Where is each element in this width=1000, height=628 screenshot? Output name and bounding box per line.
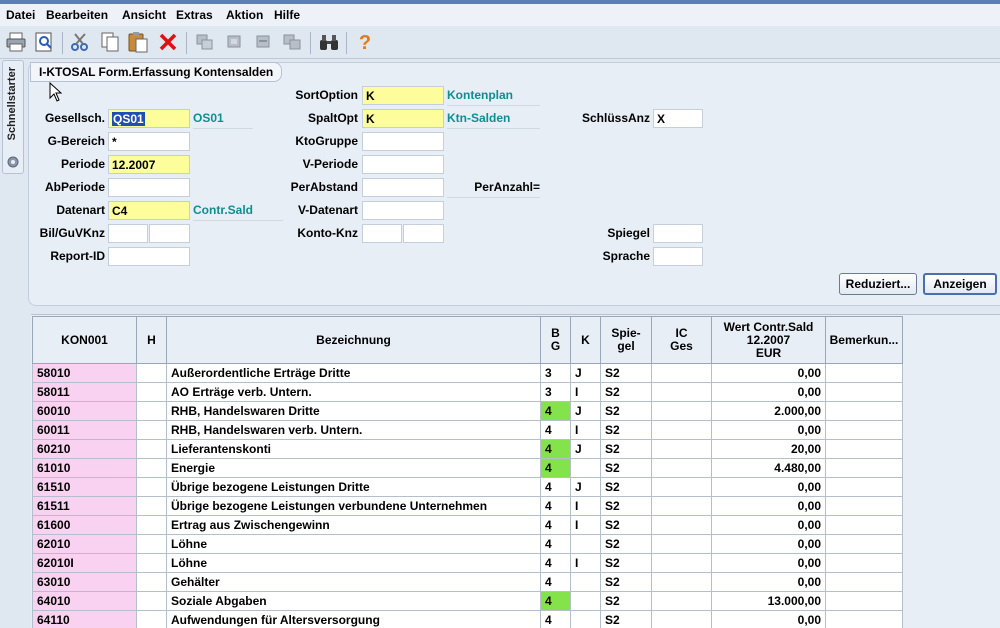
header-wert[interactable] bbox=[712, 317, 826, 364]
binoculars-icon[interactable] bbox=[317, 30, 341, 54]
cell-h[interactable] bbox=[137, 440, 167, 459]
cell-bemerkung[interactable] bbox=[826, 554, 903, 573]
cell-wert[interactable]: 0,00 bbox=[712, 383, 826, 402]
cell-bemerkung[interactable] bbox=[826, 497, 903, 516]
cell-bezeichnung[interactable]: RHB, Handelswaren Dritte bbox=[167, 402, 541, 421]
header-ic-ges[interactable] bbox=[652, 317, 712, 364]
cell-spiegel[interactable]: S2 bbox=[601, 516, 652, 535]
gesellsch-description: OS01 bbox=[193, 108, 253, 129]
cell-spiegel[interactable]: S2 bbox=[601, 497, 652, 516]
cell-ic-ges[interactable] bbox=[652, 592, 712, 611]
cell-ic-ges[interactable] bbox=[652, 497, 712, 516]
gesellsch-value: QS01 bbox=[112, 112, 145, 126]
cell-h[interactable] bbox=[137, 383, 167, 402]
cell-k[interactable]: J bbox=[571, 364, 601, 383]
cell-h[interactable] bbox=[137, 459, 167, 478]
gesellsch-field[interactable] bbox=[108, 109, 190, 128]
cell-h[interactable] bbox=[137, 611, 167, 628]
header-kon001[interactable] bbox=[33, 317, 137, 364]
toolbar bbox=[0, 26, 1000, 59]
kontoknz-field-2[interactable] bbox=[403, 224, 444, 243]
abperiode-label: AbPeriode bbox=[30, 177, 105, 197]
spiegel-field[interactable] bbox=[653, 224, 703, 243]
periode-label: Periode bbox=[30, 154, 105, 174]
window-icon-1[interactable] bbox=[193, 30, 217, 54]
cell-k[interactable] bbox=[571, 611, 601, 628]
header-k-label: K bbox=[581, 333, 590, 347]
cell-kon001[interactable]: 61600 bbox=[33, 516, 137, 535]
sprache-label: Sprache bbox=[560, 246, 650, 266]
table-row[interactable] bbox=[33, 611, 903, 628]
paste-icon[interactable] bbox=[126, 30, 150, 54]
cell-ic-ges[interactable] bbox=[652, 516, 712, 535]
cell-wert[interactable]: 4.480,00 bbox=[712, 459, 826, 478]
cell-wert[interactable]: 2.000,00 bbox=[712, 402, 826, 421]
cell-bemerkung[interactable] bbox=[826, 383, 903, 402]
cell-ic-ges[interactable] bbox=[652, 421, 712, 440]
cell-bg[interactable]: 4 bbox=[541, 402, 571, 421]
delete-icon[interactable] bbox=[156, 30, 180, 54]
kontoknz-label: Konto-Knz bbox=[270, 223, 358, 243]
cell-wert[interactable]: 20,00 bbox=[712, 440, 826, 459]
cell-k[interactable] bbox=[571, 573, 601, 592]
cell-bg[interactable]: 4 bbox=[541, 497, 571, 516]
cell-bezeichnung[interactable]: Außerordentliche Erträge Dritte bbox=[167, 364, 541, 383]
abperiode-field[interactable] bbox=[108, 178, 190, 197]
cell-bg[interactable]: 3 bbox=[541, 383, 571, 402]
cell-bezeichnung[interactable]: Aufwendungen für Altersversorgung bbox=[167, 611, 541, 628]
ktogruppe-label: KtoGruppe bbox=[270, 131, 358, 151]
table-row[interactable] bbox=[33, 592, 903, 611]
vperiode-label: V-Periode bbox=[270, 154, 358, 174]
cell-bezeichnung[interactable]: Lieferantenskonti bbox=[167, 440, 541, 459]
cell-bezeichnung[interactable]: Übrige bezogene Leistungen Dritte bbox=[167, 478, 541, 497]
header-wert-label-3: EUR bbox=[756, 346, 781, 360]
datenart-field[interactable]: C4 bbox=[108, 201, 190, 220]
header-kon001-label: KON001 bbox=[61, 333, 108, 347]
cell-bezeichnung[interactable]: Löhne bbox=[167, 554, 541, 573]
cell-bezeichnung[interactable]: Übrige bezogene Leistungen verbundene Unternehmen bbox=[167, 497, 541, 516]
cell-bg[interactable]: 4 bbox=[541, 516, 571, 535]
cell-ic-ges[interactable] bbox=[652, 573, 712, 592]
kontensalden-table bbox=[32, 316, 903, 628]
cell-k[interactable]: I bbox=[571, 497, 601, 516]
cell-bemerkung[interactable] bbox=[826, 440, 903, 459]
cell-kon001[interactable]: 61510 bbox=[33, 478, 137, 497]
menu-datei[interactable]: Datei bbox=[6, 8, 35, 22]
cell-k[interactable]: J bbox=[571, 402, 601, 421]
cell-bemerkung[interactable] bbox=[826, 516, 903, 535]
cell-wert[interactable]: 0,00 bbox=[712, 497, 826, 516]
cell-bg[interactable]: 3 bbox=[541, 364, 571, 383]
header-spiegel-label-2: gel bbox=[617, 339, 634, 353]
cell-kon001[interactable]: 62010I bbox=[33, 554, 137, 573]
cell-ic-ges[interactable] bbox=[652, 554, 712, 573]
cell-ic-ges[interactable] bbox=[652, 402, 712, 421]
peranzahl-label: PerAnzahl= bbox=[447, 177, 540, 198]
cell-ic-ges[interactable] bbox=[652, 383, 712, 402]
menu-aktion[interactable]: Aktion bbox=[226, 8, 263, 22]
cell-wert[interactable]: 0,00 bbox=[712, 421, 826, 440]
gbereich-field[interactable]: * bbox=[108, 132, 190, 151]
cell-bezeichnung[interactable]: Ertrag aus Zwischengewinn bbox=[167, 516, 541, 535]
cell-bemerkung[interactable] bbox=[826, 459, 903, 478]
cell-kon001[interactable]: 60011 bbox=[33, 421, 137, 440]
table-row[interactable] bbox=[33, 383, 903, 402]
ktogruppe-field[interactable] bbox=[362, 132, 444, 151]
cell-k[interactable] bbox=[571, 459, 601, 478]
cell-ic-ges[interactable] bbox=[652, 440, 712, 459]
vdatenart-label: V-Datenart bbox=[270, 200, 358, 220]
copy-icon[interactable] bbox=[98, 30, 122, 54]
sortoption-description: Kontenplan bbox=[447, 85, 540, 106]
window-icon-2[interactable] bbox=[222, 30, 246, 54]
cell-wert[interactable]: 0,00 bbox=[712, 611, 826, 628]
perabstand-field[interactable] bbox=[362, 178, 444, 197]
toolbar-separator bbox=[310, 32, 311, 54]
table-body bbox=[33, 364, 903, 628]
table-row[interactable] bbox=[33, 440, 903, 459]
header-h[interactable] bbox=[137, 317, 167, 364]
cell-bg[interactable]: 4 bbox=[541, 554, 571, 573]
header-ic-label-1: IC bbox=[676, 326, 688, 340]
header-wert-label-1: Wert Contr.Sald bbox=[724, 320, 814, 334]
cell-bemerkung[interactable] bbox=[826, 535, 903, 554]
cell-kon001[interactable]: 60010 bbox=[33, 402, 137, 421]
cell-bezeichnung[interactable]: AO Erträge verb. Untern. bbox=[167, 383, 541, 402]
table-row[interactable] bbox=[33, 459, 903, 478]
table-row[interactable] bbox=[33, 516, 903, 535]
datenart-label: Datenart bbox=[30, 200, 105, 220]
cell-bemerkung[interactable] bbox=[826, 402, 903, 421]
header-spiegel-label-1: Spie- bbox=[611, 326, 640, 340]
sortoption-field[interactable]: K bbox=[362, 86, 444, 105]
cell-kon001[interactable]: 61010 bbox=[33, 459, 137, 478]
cell-bemerkung[interactable] bbox=[826, 573, 903, 592]
header-bg-label-1: B bbox=[551, 326, 560, 340]
toolbar-separator bbox=[62, 32, 63, 54]
menu-bearbeiten[interactable]: Bearbeiten bbox=[46, 8, 108, 22]
reportid-label: Report-ID bbox=[30, 246, 105, 266]
cell-ic-ges[interactable] bbox=[652, 535, 712, 554]
cell-kon001[interactable]: 62010 bbox=[33, 535, 137, 554]
schnellstarter-label: Schnellstarter bbox=[6, 67, 18, 140]
cell-h[interactable] bbox=[137, 402, 167, 421]
header-bemerkung[interactable] bbox=[826, 317, 903, 364]
reduziert-button[interactable]: Reduziert... bbox=[839, 273, 917, 295]
menu-bar bbox=[0, 4, 1000, 27]
toolbar-separator bbox=[346, 32, 347, 54]
mouse-cursor-icon bbox=[49, 82, 63, 102]
anzeigen-button[interactable]: Anzeigen bbox=[923, 273, 997, 295]
cell-k[interactable] bbox=[571, 535, 601, 554]
perabstand-label: PerAbstand bbox=[270, 177, 358, 197]
results-grid bbox=[31, 314, 1000, 628]
spaltopt-description: Ktn-Salden bbox=[447, 108, 540, 129]
table-row[interactable] bbox=[33, 535, 903, 554]
print-icon[interactable] bbox=[4, 30, 28, 54]
cell-bezeichnung[interactable]: Energie bbox=[167, 459, 541, 478]
header-spiegel[interactable] bbox=[601, 317, 652, 364]
cell-wert[interactable]: 0,00 bbox=[712, 573, 826, 592]
cell-wert[interactable]: 0,00 bbox=[712, 516, 826, 535]
table-row[interactable] bbox=[33, 402, 903, 421]
cell-bg[interactable]: 4 bbox=[541, 611, 571, 628]
cell-h[interactable] bbox=[137, 497, 167, 516]
cut-icon[interactable] bbox=[68, 30, 92, 54]
cell-bemerkung[interactable] bbox=[826, 364, 903, 383]
cell-k[interactable]: I bbox=[571, 516, 601, 535]
menu-extras[interactable]: Extras bbox=[176, 8, 213, 22]
cell-kon001[interactable]: 60210 bbox=[33, 440, 137, 459]
svg-text:?: ? bbox=[359, 32, 371, 53]
bilguv-label: Bil/GuVKnz bbox=[30, 223, 105, 243]
cell-ic-ges[interactable] bbox=[652, 459, 712, 478]
spaltopt-label: SpaltOpt bbox=[270, 108, 358, 128]
cell-h[interactable] bbox=[137, 421, 167, 440]
help-icon[interactable] bbox=[353, 30, 377, 54]
cell-bg[interactable]: 4 bbox=[541, 440, 571, 459]
cell-bg[interactable]: 4 bbox=[541, 592, 571, 611]
cell-spiegel[interactable]: S2 bbox=[601, 364, 652, 383]
cell-h[interactable] bbox=[137, 554, 167, 573]
cell-bg[interactable]: 4 bbox=[541, 421, 571, 440]
kontoknz-field-1[interactable] bbox=[362, 224, 402, 243]
cell-bemerkung[interactable] bbox=[826, 611, 903, 628]
cell-ic-ges[interactable] bbox=[652, 478, 712, 497]
cell-bezeichnung[interactable]: Löhne bbox=[167, 535, 541, 554]
cell-kon001[interactable]: 64010 bbox=[33, 592, 137, 611]
preview-icon[interactable] bbox=[32, 30, 56, 54]
cell-k[interactable]: I bbox=[571, 383, 601, 402]
cell-k[interactable]: I bbox=[571, 421, 601, 440]
cell-k[interactable] bbox=[571, 592, 601, 611]
table-row[interactable] bbox=[33, 497, 903, 516]
table-row[interactable] bbox=[33, 478, 903, 497]
gbereich-label: G-Bereich bbox=[30, 131, 105, 151]
cell-spiegel[interactable]: S2 bbox=[601, 440, 652, 459]
schnellstarter-tab[interactable] bbox=[2, 60, 24, 174]
vdatenart-field[interactable] bbox=[362, 201, 444, 220]
cell-spiegel[interactable]: S2 bbox=[601, 383, 652, 402]
cell-k[interactable]: I bbox=[571, 554, 601, 573]
cell-wert[interactable]: 0,00 bbox=[712, 478, 826, 497]
sprache-field[interactable] bbox=[653, 247, 703, 266]
cell-kon001[interactable]: 58011 bbox=[33, 383, 137, 402]
table-row[interactable] bbox=[33, 554, 903, 573]
toolbar-separator bbox=[186, 32, 187, 54]
header-bg[interactable] bbox=[541, 317, 571, 364]
reportid-field[interactable] bbox=[108, 247, 190, 266]
table-row[interactable] bbox=[33, 421, 903, 440]
header-wert-label-2: 12.2007 bbox=[747, 333, 790, 347]
cell-kon001[interactable]: 61511 bbox=[33, 497, 137, 516]
cell-k[interactable]: J bbox=[571, 478, 601, 497]
header-bemerkung-label: Bemerkun... bbox=[830, 333, 899, 347]
table-header-row bbox=[33, 317, 903, 364]
cell-spiegel[interactable]: S2 bbox=[601, 402, 652, 421]
cell-ic-ges[interactable] bbox=[652, 364, 712, 383]
gesellsch-label: Gesellsch. bbox=[30, 108, 105, 128]
datenart-description: Contr.Sald bbox=[193, 200, 283, 221]
cell-bg[interactable]: 4 bbox=[541, 573, 571, 592]
menu-ansicht[interactable]: Ansicht bbox=[122, 8, 166, 22]
sortoption-label: SortOption bbox=[270, 85, 358, 105]
cell-bg[interactable]: 4 bbox=[541, 478, 571, 497]
schluessanz-label: SchlüssAnz bbox=[560, 108, 650, 128]
cell-wert[interactable]: 0,00 bbox=[712, 554, 826, 573]
cell-bg[interactable]: 4 bbox=[541, 535, 571, 554]
cell-wert[interactable]: 0,00 bbox=[712, 535, 826, 554]
cell-bg[interactable]: 4 bbox=[541, 459, 571, 478]
window-icon-3[interactable] bbox=[251, 30, 275, 54]
cell-spiegel[interactable]: S2 bbox=[601, 592, 652, 611]
cell-spiegel[interactable]: S2 bbox=[601, 573, 652, 592]
gear-icon[interactable] bbox=[6, 155, 20, 169]
cell-spiegel[interactable]: S2 bbox=[601, 554, 652, 573]
header-k[interactable] bbox=[571, 317, 601, 364]
form-title: I-KTOSAL Form.Erfassung Kontensalden bbox=[30, 62, 282, 82]
cell-bezeichnung[interactable]: Gehälter bbox=[167, 573, 541, 592]
cell-bemerkung[interactable] bbox=[826, 592, 903, 611]
cell-h[interactable] bbox=[137, 364, 167, 383]
cell-bezeichnung[interactable]: RHB, Handelswaren verb. Untern. bbox=[167, 421, 541, 440]
cell-wert[interactable]: 0,00 bbox=[712, 364, 826, 383]
cell-spiegel[interactable]: S2 bbox=[601, 421, 652, 440]
spiegel-label: Spiegel bbox=[560, 223, 650, 243]
cell-spiegel[interactable]: S2 bbox=[601, 478, 652, 497]
cell-h[interactable] bbox=[137, 592, 167, 611]
menu-hilfe[interactable]: Hilfe bbox=[274, 8, 300, 22]
cell-ic-ges[interactable] bbox=[652, 611, 712, 628]
spaltopt-field[interactable]: K bbox=[362, 109, 444, 128]
cell-k[interactable]: J bbox=[571, 440, 601, 459]
vperiode-field[interactable] bbox=[362, 155, 444, 174]
schluessanz-field[interactable]: X bbox=[653, 109, 703, 128]
cell-spiegel[interactable]: S2 bbox=[601, 459, 652, 478]
cell-h[interactable] bbox=[137, 573, 167, 592]
header-bezeichnung-label: Bezeichnung bbox=[316, 333, 391, 347]
table-row[interactable] bbox=[33, 573, 903, 592]
table-row[interactable] bbox=[33, 364, 903, 383]
cell-wert[interactable]: 13.000,00 bbox=[712, 592, 826, 611]
window-icon-4[interactable] bbox=[280, 30, 304, 54]
cell-kon001[interactable]: 63010 bbox=[33, 573, 137, 592]
header-bg-label-2: G bbox=[551, 339, 560, 353]
header-h-label: H bbox=[147, 333, 156, 347]
cell-h[interactable] bbox=[137, 478, 167, 497]
cell-h[interactable] bbox=[137, 516, 167, 535]
cell-bemerkung[interactable] bbox=[826, 478, 903, 497]
cell-spiegel[interactable]: S2 bbox=[601, 611, 652, 628]
bilguv-field-1[interactable] bbox=[108, 224, 148, 243]
cell-bezeichnung[interactable]: Soziale Abgaben bbox=[167, 592, 541, 611]
periode-field[interactable]: 12.2007 bbox=[108, 155, 190, 174]
cell-bemerkung[interactable] bbox=[826, 421, 903, 440]
cell-kon001[interactable]: 64110 bbox=[33, 611, 137, 628]
cell-kon001[interactable]: 58010 bbox=[33, 364, 137, 383]
header-ic-label-2: Ges bbox=[670, 339, 693, 353]
bilguv-field-2[interactable] bbox=[149, 224, 190, 243]
cell-h[interactable] bbox=[137, 535, 167, 554]
header-bezeichnung[interactable] bbox=[167, 317, 541, 364]
cell-spiegel[interactable]: S2 bbox=[601, 535, 652, 554]
